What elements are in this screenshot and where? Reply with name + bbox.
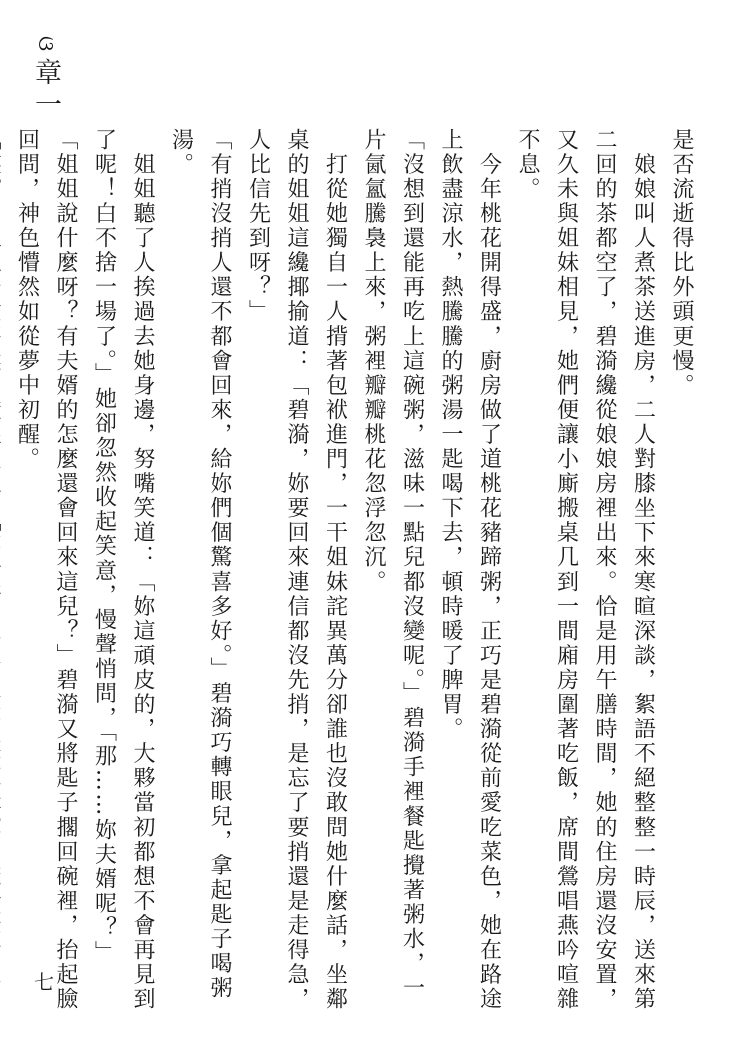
paragraph: 「沒想到還能再吃上這碗粥，滋味一點兒都沒變呢。」碧漪手裡餐匙攪著粥水，一片氤氳騰裊上來，粥裡瓣瓣桃花忽浮忽沉。 bbox=[361, 128, 425, 1001]
chapter-header bbox=[30, 36, 60, 122]
paragraph: 姐姐聽了人挨過去她身邊，努嘴笑道：「妳這頑皮的，大夥當初都想不會再見到了呢！白不捨一場了。」她卻忽然收起笑意，慢聲悄問，「那……妳夫婿呢？」 bbox=[91, 128, 155, 1012]
chapter-title: 章一 bbox=[30, 58, 61, 123]
paragraph: 打從她獨自一人揹著包袱進門，一干姐妹詫異萬分卻誰也沒敢問她什麼話，坐鄰桌的姐姐這纔揶揄道：「碧漪，妳要回來連信都沒先捎，是忘了要捎還是走得急，人比信先到呀？」 bbox=[245, 128, 348, 1012]
paragraph: 娘娘叫人煮茶送進房，二人對膝坐下來寒暄深談，絮語不絕整整一時辰，送來第二回的茶都空了，碧漪纔從娘娘房裡出來。恰是用午膳時間，她的住房還沒安置，又久未與姐妹相見，她們便讓小廝搬桌几到一間廂房圍著吃飯，席間鶯唱燕吟喧雜不息。 bbox=[515, 128, 656, 1012]
paragraph: 「有捎沒捎人還不都會回來，給妳們個驚喜多好。」碧漪巧轉眼兒，拿起匙子喝粥湯。 bbox=[168, 128, 232, 1001]
ornament-icon: ଓ bbox=[33, 36, 58, 57]
page-number: 七 bbox=[34, 970, 54, 994]
paragraph: 是否流逝得比外頭更慢。 bbox=[669, 128, 694, 399]
paragraph bbox=[0, 128, 7, 1014]
body-text bbox=[14, 128, 700, 1014]
paragraph: 今年桃花開得盛，廚房做了道桃花豬蹄粥，正巧是碧漪從前愛吃菜色，她在路途上飲盡涼水，熱騰騰的粥湯一匙喝下去，頓時暖了脾胃。 bbox=[438, 128, 502, 1012]
paragraph: 「姐姐說什麼呀？有夫婿的怎麼還會回來這兒？」碧漪又將匙子擱回碗裡，抬起臉回問，神色懵然如從夢中初醒。 bbox=[14, 128, 78, 1012]
